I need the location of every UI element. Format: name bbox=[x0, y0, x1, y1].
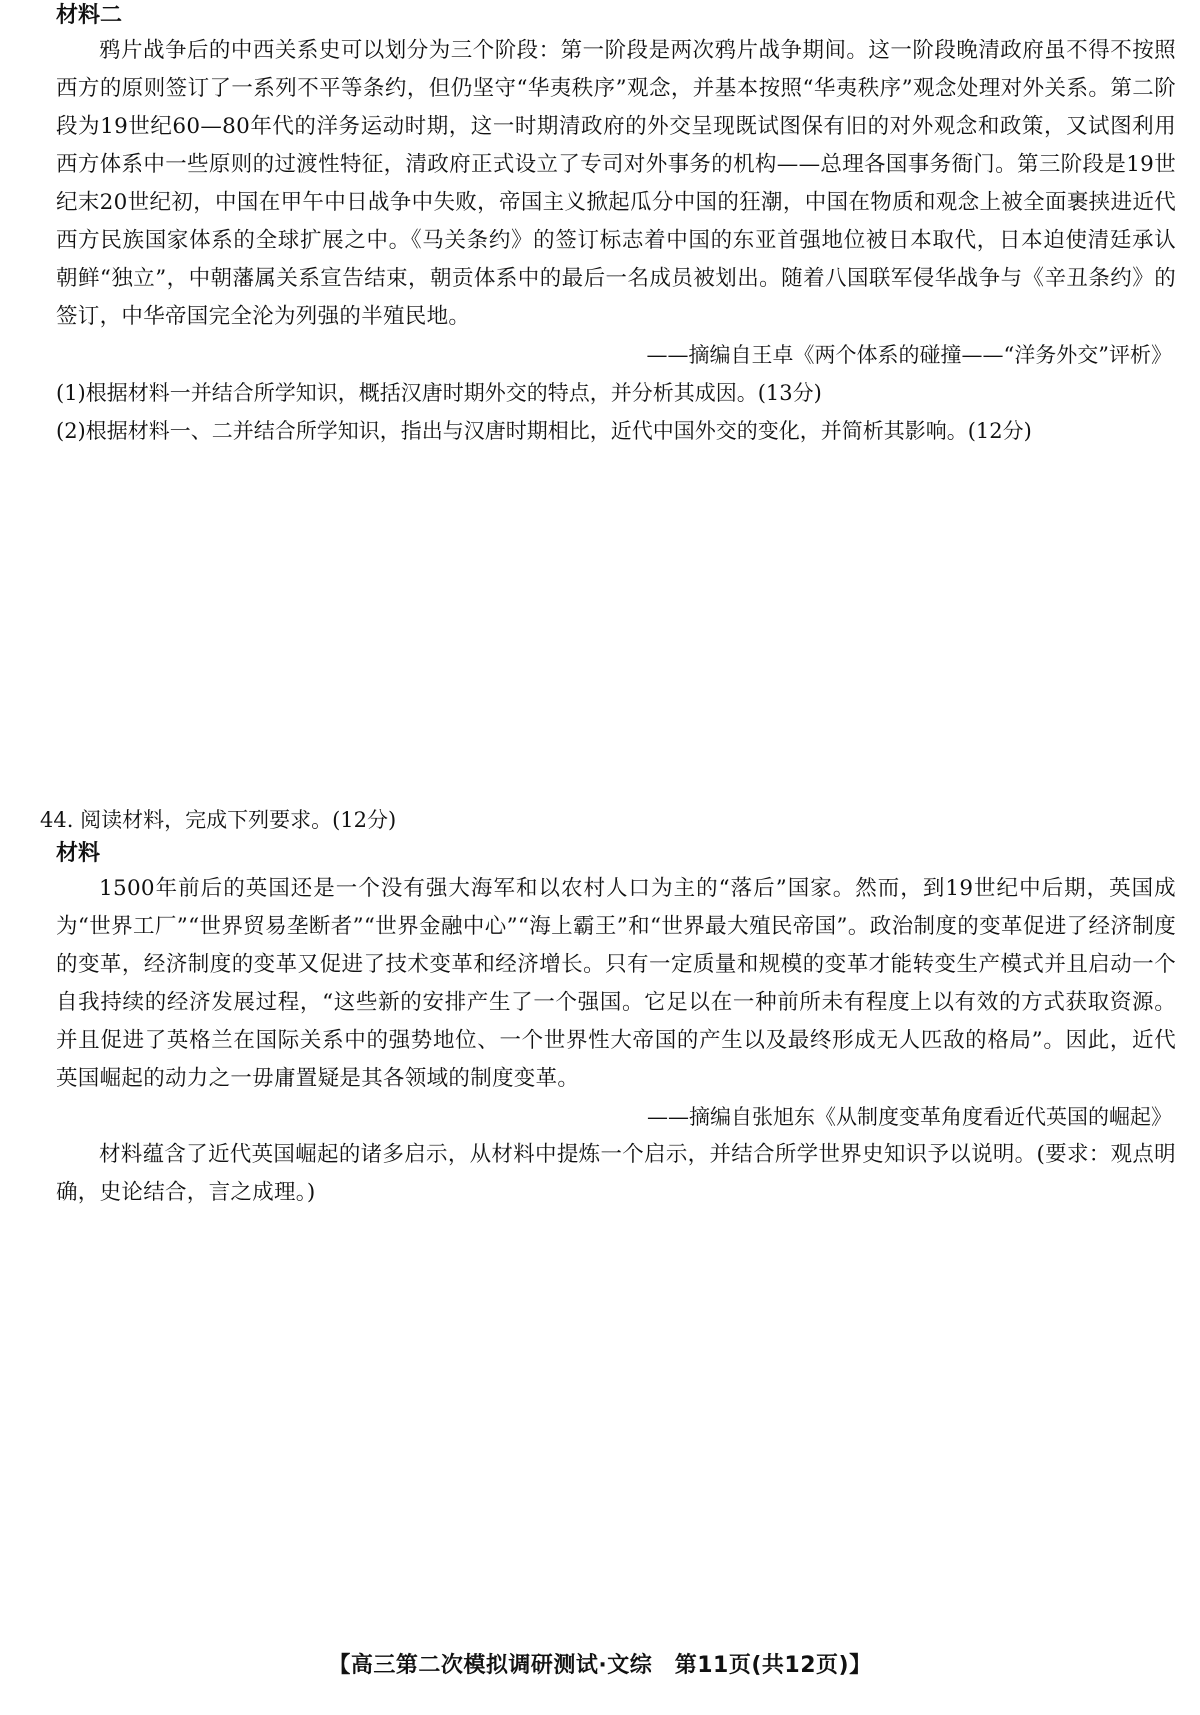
question-43-part-1: (1)根据材料一并结合所学知识，概括汉唐时期外交的特点，并分析其成因。(13分) bbox=[56, 381, 822, 405]
question-44-material-heading: 材料 bbox=[56, 841, 101, 866]
material-two-heading: 材料二 bbox=[56, 3, 123, 28]
question-43-part-2: (2)根据材料一、二并结合所学知识，指出与汉唐时期相比，近代中国外交的变化，并简析其影响。(12分) bbox=[56, 419, 1032, 443]
material-two-paragraph: 鸦片战争后的中西关系史可以划分为三个阶段：第一阶段是两次鸦片战争期间。这一阶段晚清政府虽不得不按照西方的原则签订了一系列不平等条约，但仍坚守“华夷秩序”观念，并基本按照“华夷秩序”观念处理对外关系。第二阶段为19世纪60—80年代的洋务运动时期，这一时期清政府的外交呈现既试图保有旧的对外观念和政策，又试图利用西方体系中一些原则的过渡性特征，清政府正式设立了专司对外事务的机构——总理各国事务衙门。第三阶段是19世纪末20世纪初，中国在甲午中日战争中失败，帝国主义掀起瓜分中国的狂潮，中国在物质和观念上被全面裹挟进近代西方民族国家体系的全球扩展之中。《马关条约》的签订标志着中国的东亚首强地位被日本取代，日本迫使清廷承认朝鲜“独立”，中朝藩属关系宣告结束，朝贡体系中的最后一名成员被划出。随着八国联军侵华战争与《辛丑条约》的签订，中华帝国完全沦为列强的半殖民地。 bbox=[56, 38, 1176, 329]
question-44-title: 44. 阅读材料，完成下列要求。(12分) bbox=[40, 808, 397, 832]
question-44-source: ——摘编自张旭东《从制度变革角度看近代英国的崛起》 bbox=[647, 1105, 1172, 1129]
exam-page bbox=[40, 0, 1176, 1715]
page-footer: 【高三第二次模拟调研测试·文综 第11页(共12页)】 bbox=[328, 1653, 872, 1678]
question-44-paragraph: 1500年前后的英国还是一个没有强大海军和以农村人口为主的“落后”国家。然而，到19世纪中后期，英国成为“世界工厂”“世界贸易垄断者”“世界金融中心”“海上霸王”和“世界最大殖民帝国”。政治制度的变革促进了经济制度的变革，经济制度的变革又促进了技术变革和经济增长。只有一定质量和规模的变革才能转变生产模式并且启动一个自我持续的经济发展过程，“这些新的安排产生了一个强国。它足以在一种前所未有程度上以有效的方式获取资源。并且促进了英格兰在国际关系中的强势地位、一个世界性大帝国的产生以及最终形成无人匹敌的格局”。因此，近代英国崛起的动力之一毋庸置疑是其各领域的制度变革。 bbox=[56, 876, 1176, 1091]
material-two-section bbox=[56, 0, 1176, 450]
material-two-source: ——摘编自王卓《两个体系的碰撞——“洋务外交”评析》 bbox=[646, 343, 1172, 367]
question-44-section bbox=[40, 802, 1176, 1212]
question-44-task: 材料蕴含了近代英国崛起的诸多启示，从材料中提炼一个启示，并结合所学世界史知识予以说明。(要求：观点明确，史论结合，言之成理。) bbox=[56, 1142, 1176, 1205]
